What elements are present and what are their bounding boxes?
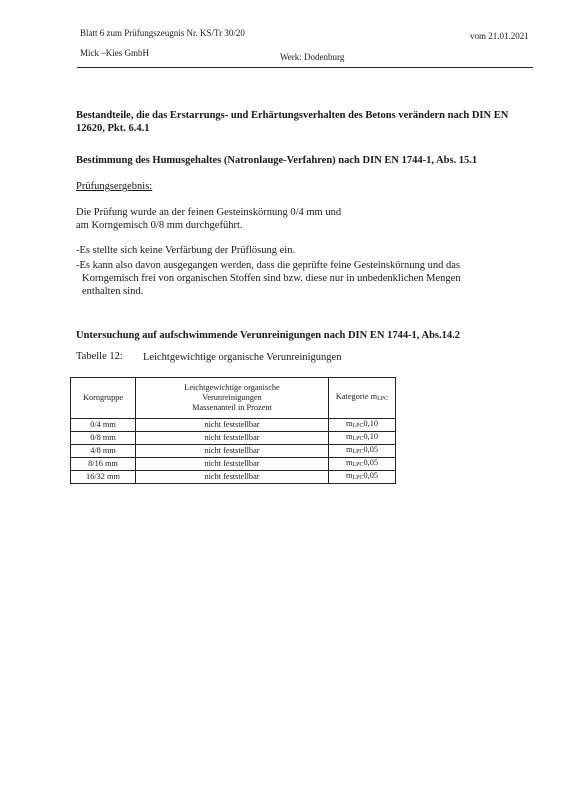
table-row [71,445,396,458]
table-row [71,419,396,432]
header-anteil [136,378,329,419]
kat-value: 0,05 [363,471,378,480]
kat-main: m [345,458,353,467]
table-caption: Leichtgewichtige organische Verunreinigungen [143,352,342,363]
cell-kategorie [329,419,396,432]
result-bullet-2-line: Korngemisch frei von organischen Stoffen sind bzw. diese nur in unbedenklichen Mengen [82,273,461,284]
table-header-row [71,378,396,419]
kat-sub: LPC [352,423,364,429]
kat-main: m [345,471,353,480]
cell-anteil: nicht feststellbar [136,471,329,484]
header-kategorie [329,378,396,419]
paragraph-line: Die Prüfung wurde an der feinen Gesteinskörnung 0/4 mm und [76,207,342,218]
kat-main: m [345,419,353,428]
cell-kategorie [329,445,396,458]
cell-korngruppe: 8/16 mm [71,458,136,471]
header-korngruppe: Korngruppe [71,378,136,419]
result-bullet-2-line: enthalten sind. [82,286,144,297]
kat-value: 0,05 [363,458,378,467]
kat-value: 0,05 [363,445,378,454]
sheet-reference: Blatt 6 zum Prüfungszeugnis Nr. KS/Tr 30/20 [80,28,245,38]
kat-value: 0,10 [363,419,378,428]
kat-sub: LPC [352,449,364,455]
header-divider [77,67,533,68]
header-anteil-line: Leichtgewichtige organische [184,383,280,392]
cell-anteil: nicht feststellbar [136,458,329,471]
section-heading-impurities: Untersuchung auf aufschwimmende Verunreinigungen nach DIN EN 1744-1, Abs.14.2 [76,330,460,341]
cell-korngruppe: 4/8 mm [71,445,136,458]
table-row [71,471,396,484]
kat-sub: LPC [352,436,364,442]
paragraph-line: am Korngemisch 0/8 mm durchgeführt. [76,220,243,231]
table-label: Tabelle 12: [76,351,123,362]
section-heading-humus: Bestimmung des Humusgehaltes (Natronlauge-Verfahren) nach DIN EN 1744-1, Abs. 15.1 [76,155,478,166]
kat-value: 0,10 [363,432,378,441]
table-row [71,458,396,471]
kat-main: m [345,432,353,441]
header-kategorie-sub: LPC [377,396,389,402]
document-date: vom 21.01.2021 [470,31,529,41]
result-label: Prüfungsergebnis: [76,181,153,192]
header-anteil-line: Massenanteil in Prozent [192,403,272,412]
plant-name: Werk: Dodenburg [280,52,345,62]
company-name: Mick –Kies GmbH [80,48,149,58]
kat-sub: LPC [352,462,364,468]
cell-anteil: nicht feststellbar [136,419,329,432]
table-row [71,432,396,445]
cell-kategorie [329,432,396,445]
cell-anteil: nicht feststellbar [136,432,329,445]
section-heading-constituents: Bestandteile, die das Erstarrungs- und Erhärtungsverhalten des Betons verändern nach DIN EN 12620, Pkt. 6.4.1 [76,110,509,134]
kat-sub: LPC [352,475,364,481]
kat-main: m [345,445,353,454]
impurities-table [70,377,396,484]
cell-korngruppe: 16/32 mm [71,471,136,484]
cell-anteil: nicht feststellbar [136,445,329,458]
result-bullet-2-line: -Es kann also davon ausgegangen werden, dass die geprüfte feine Gesteinskörnung und das [76,260,461,271]
header-kategorie-main: Kategorie m [335,392,378,401]
cell-korngruppe: 0/4 mm [71,419,136,432]
cell-korngruppe: 0/8 mm [71,432,136,445]
cell-kategorie [329,471,396,484]
cell-kategorie [329,458,396,471]
header-anteil-line: Verunreinigungen [202,393,262,402]
result-bullet-1: -Es stellte sich keine Verfärbung der Prüflösung ein. [76,245,296,256]
